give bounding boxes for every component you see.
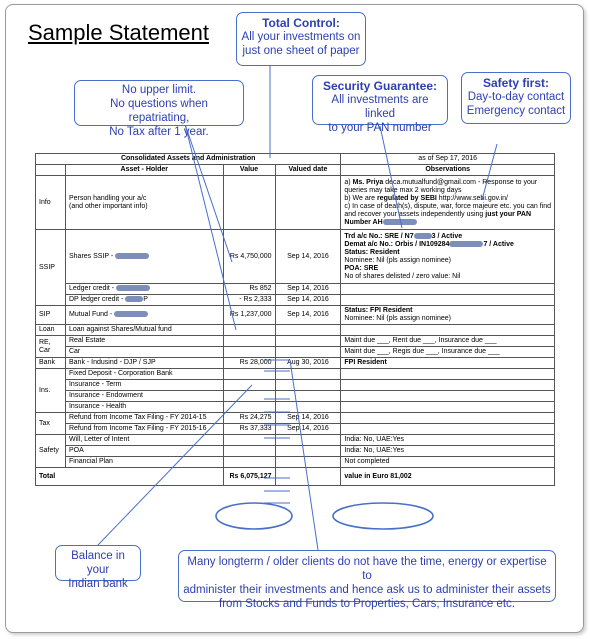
table-row	[36, 457, 555, 468]
tax-asset: Refund from Income Tax Filing - FY 2014-15	[65, 413, 223, 424]
page-title: Sample Statement	[28, 20, 209, 45]
bank-date: Aug 30, 2016	[275, 358, 341, 369]
safety-observations: India: No, UAE:Yes	[341, 446, 555, 457]
dp-ledger-asset: DP ledger credit - P	[65, 295, 223, 306]
category-loan: Loan	[36, 325, 66, 336]
category-info: Info	[36, 176, 66, 230]
callout-safety: Safety first: Day-to-day contact Emergency contact	[461, 72, 571, 124]
category-re-car: RE, Car	[36, 336, 66, 358]
table-row	[36, 380, 555, 391]
category-ssip: SSIP	[36, 230, 66, 306]
sip-value: Rs 1,237,000	[223, 306, 275, 325]
ssip-observations: Trd a/c No.: SRE / N7 3 / Active Demat a/c No.: Orbis / IN109284 7 / Active Status: Resident Nominee: Nil (pls assign nominee) POA: SRE No of shares delisted / zero value: Nil	[341, 230, 555, 284]
callout-no-limit: No upper limit. No questions when repatriating, No Tax after 1 year.	[74, 80, 244, 126]
safety-observations: Not completed	[341, 457, 555, 468]
callout-balance: Balance in your Indian bank	[55, 545, 141, 581]
ledger-value: Rs 852	[223, 284, 275, 295]
total-label: Total	[36, 468, 224, 486]
table-title-row	[36, 154, 555, 165]
safety-asset: Will, Letter of Intent	[65, 435, 223, 446]
sip-asset: Mutual Fund -	[65, 306, 223, 325]
table-row	[36, 369, 555, 380]
dp-ledger-value: - Rs 2,333	[223, 295, 275, 306]
redacted-mark	[125, 296, 143, 302]
ledger-asset: Ledger credit -	[65, 284, 223, 295]
table-row	[36, 306, 555, 325]
ins-item: Insurance - Health	[65, 402, 223, 413]
bank-value: Rs 28,000	[223, 358, 275, 369]
category-bank: Bank	[36, 358, 66, 369]
table-row	[36, 446, 555, 457]
category-sip: SIP	[36, 306, 66, 325]
header-observations: Observations	[341, 165, 555, 176]
callout-longterm: Many longterm / older clients do not have the time, energy or expertise to administer their investments and hence ask us to administer their assets from Stocks and Funds to Properties, Cars, Insurance etc.	[178, 550, 556, 602]
tax-value: Rs 37,333	[223, 424, 275, 435]
ssip-value: Rs 4,750,000	[223, 230, 275, 284]
sip-date: Sep 14, 2016	[275, 306, 341, 325]
safety-asset: Financial Plan	[65, 457, 223, 468]
header-asset: Asset - Holder	[65, 165, 223, 176]
table-row	[36, 230, 555, 284]
table-row	[36, 424, 555, 435]
table-row	[36, 347, 555, 358]
real-estate-observations: Maint due ___, Rent due ___, Insurance due ___	[341, 336, 555, 347]
dp-ledger-date: Sep 14, 2016	[275, 295, 341, 306]
total-euro: value in Euro 81,002	[341, 468, 555, 486]
bank-observations: FPI Resident	[341, 358, 555, 369]
redacted-mark	[114, 311, 148, 317]
table-row	[36, 336, 555, 347]
ins-item: Fixed Deposit - Corporation Bank	[65, 369, 223, 380]
loan-asset: Loan against Shares/Mutual fund	[65, 325, 223, 336]
header-valued-date: Valued date	[275, 165, 341, 176]
total-row	[36, 468, 555, 486]
ins-item: Insurance - Endowment	[65, 391, 223, 402]
redacted-mark	[115, 253, 149, 259]
table-row	[36, 176, 555, 230]
info-asset: Person handling your a/c (and other important info)	[65, 176, 223, 230]
redacted-mark	[449, 241, 483, 247]
category-tax: Tax	[36, 413, 66, 435]
table-row	[36, 295, 555, 306]
tax-value: Rs 24,275	[223, 413, 275, 424]
table-row	[36, 284, 555, 295]
table-row	[36, 391, 555, 402]
assets-table	[35, 153, 555, 486]
total-value: Rs 6,075,127	[223, 468, 275, 486]
category-ins: Ins.	[36, 369, 66, 413]
car-asset: Car	[65, 347, 223, 358]
table-row	[36, 402, 555, 413]
car-observations: Maint due ___, Regis due ___, Insurance due ___	[341, 347, 555, 358]
header-value: Value	[223, 165, 275, 176]
table-title: Consolidated Assets and Administration	[36, 154, 341, 165]
ssip-asset: Shares SSIP -	[65, 230, 223, 284]
table-row	[36, 358, 555, 369]
tax-asset: Refund from Income Tax Filing - FY 2015-16	[65, 424, 223, 435]
ssip-date: Sep 14, 2016	[275, 230, 341, 284]
ledger-date: Sep 14, 2016	[275, 284, 341, 295]
table-row	[36, 413, 555, 424]
real-estate-asset: Real Estate	[65, 336, 223, 347]
redacted-mark	[383, 219, 417, 225]
table-row	[36, 325, 555, 336]
sip-observations: Status: FPI Resident Nominee: Nil (pls assign nominee)	[341, 306, 555, 325]
info-observations: a) Ms. Priya deca.mutualfund@gmail.com - Response to your queries may take max 2 working days b) We are regulated by SEBI http://www.sebi.gov.in/ c) In case of death(s), dispute, war, force majeure etc. you can find and recover your assets independently using just your PAN Number AH	[341, 176, 555, 230]
tax-date: Sep 14, 2016	[275, 413, 341, 424]
tax-date: Sep 14, 2016	[275, 424, 341, 435]
safety-observations: India: No, UAE:Yes	[341, 435, 555, 446]
table-row	[36, 435, 555, 446]
bank-asset: Bank - Indusind - DJP / SJP	[65, 358, 223, 369]
table-header-row	[36, 165, 555, 176]
ins-item: Insurance - Term	[65, 380, 223, 391]
redacted-mark	[116, 285, 150, 291]
callout-security: Security Guarantee: All investments are linked to your PAN number	[312, 75, 448, 125]
safety-asset: POA	[65, 446, 223, 457]
category-safety: Safety	[36, 435, 66, 468]
table-date: as of Sep 17, 2016	[341, 154, 555, 165]
redacted-mark	[414, 233, 432, 239]
callout-total-control: Total Control: All your investments on just one sheet of paper	[236, 12, 366, 66]
